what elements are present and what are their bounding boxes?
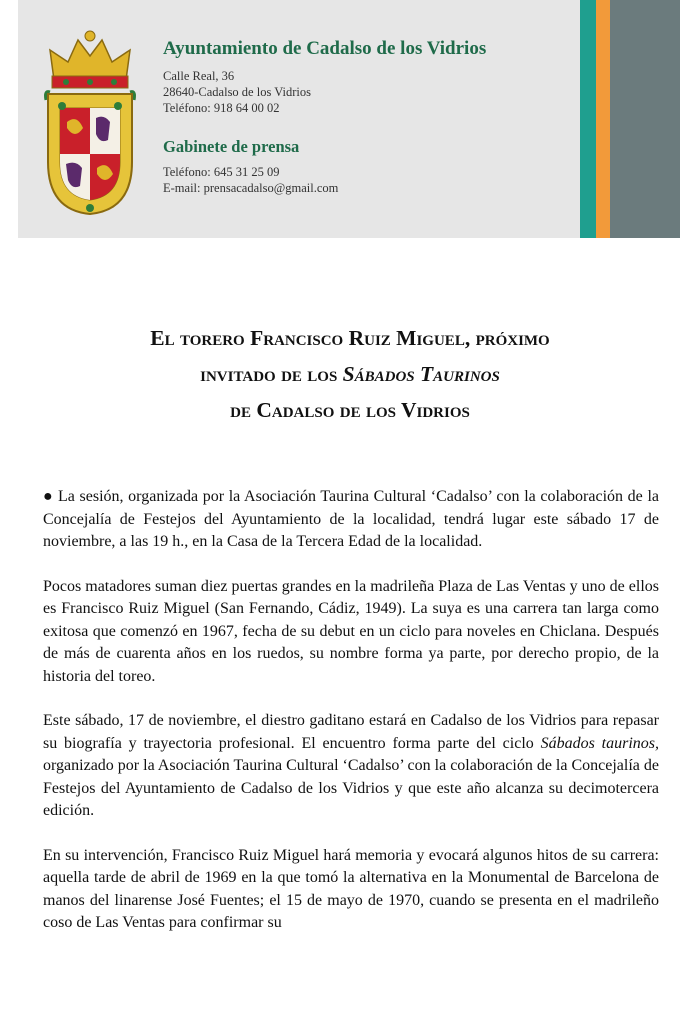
- address-phone: Teléfono: 918 64 00 02: [163, 101, 280, 115]
- paragraph-3-text-end: organizado por la Asociación Taurina Cultural ‘Cadalso’ con la colaboración de la Concejalía de Festejos del Ayuntamiento de Cadalso de los Vidrios y que este año alcanza su decimotercera edición.: [43, 757, 659, 819]
- press-release-headline: [40, 320, 660, 428]
- press-contact-block: [163, 164, 338, 196]
- paragraph-summary: ● La sesión, organizada por la Asociación Taurina Cultural ‘Cadalso’ con la colaboración de la Concejalía de Festejos del Ayuntamiento de la localidad, tendrá lugar este sábado 17 de noviembre, a las 19 h., en la Casa de la Tercera Edad de la localidad.: [43, 488, 659, 550]
- headline-line-2: [40, 356, 660, 392]
- paragraph-3: [43, 710, 659, 823]
- paragraph-2: Pocos matadores suman diez puertas grandes en la madrileña Plaza de Las Ventas y uno de ellos es Francisco Ruiz Miguel (San Fernando, Cádiz, 1949). La suya es una carrera tan larga como exitosa que comenzó en 1967, fecha de su debut en un ciclo para noveles en Chiclana. Después de más de cuarenta años en los ruedos, su nombre forma ya parte, por derecho propio, de la historia del toreo.: [43, 577, 659, 685]
- headline-line-1: El torero Francisco Ruiz Miguel, próximo: [150, 326, 550, 350]
- paragraph-3-text: Este sábado, 17 de noviembre, el diestro gaditano estará en Cadalso de los Vidrios para repasar su biografía y trayectoria profesional. El encuentro forma parte del ciclo: [43, 712, 659, 752]
- article-body: [43, 486, 659, 957]
- address-city: 28640-Cadalso de los Vidrios: [163, 85, 311, 99]
- headline-line-2-text: invitado de los: [200, 362, 343, 386]
- teal-stripe: [580, 0, 596, 238]
- press-phone: Teléfono: 645 31 25 09: [163, 165, 280, 179]
- organization-title: Ayuntamiento de Cadalso de los Vidrios: [163, 38, 487, 59]
- address-block: [163, 68, 311, 116]
- press-email: E-mail: prensacadalso@gmail.com: [163, 181, 339, 195]
- headline-line-3: de Cadalso de los Vidrios: [230, 398, 470, 422]
- address-street: Calle Real, 36: [163, 69, 235, 83]
- coat-of-arms-icon: [40, 22, 140, 218]
- press-office-title: Gabinete de prensa: [163, 137, 300, 156]
- headline-series-name: Sábados Taurinos: [342, 362, 500, 386]
- gray-stripe: [610, 0, 680, 238]
- paragraph-4: En su intervención, Francisco Ruiz Miguel hará memoria y evocará algunos hitos de su carrera: aquella tarde de abril de 1969 en la que tomó la alternativa en la Monumental de Barcelona de manos del linarense José Fuentes; el 15 de mayo de 1970, cuando se presenta en el madrileño coso de Las Ventas para confirmar su: [43, 846, 659, 931]
- series-name-italic: Sábados taurinos,: [540, 734, 659, 752]
- orange-stripe: [596, 0, 610, 238]
